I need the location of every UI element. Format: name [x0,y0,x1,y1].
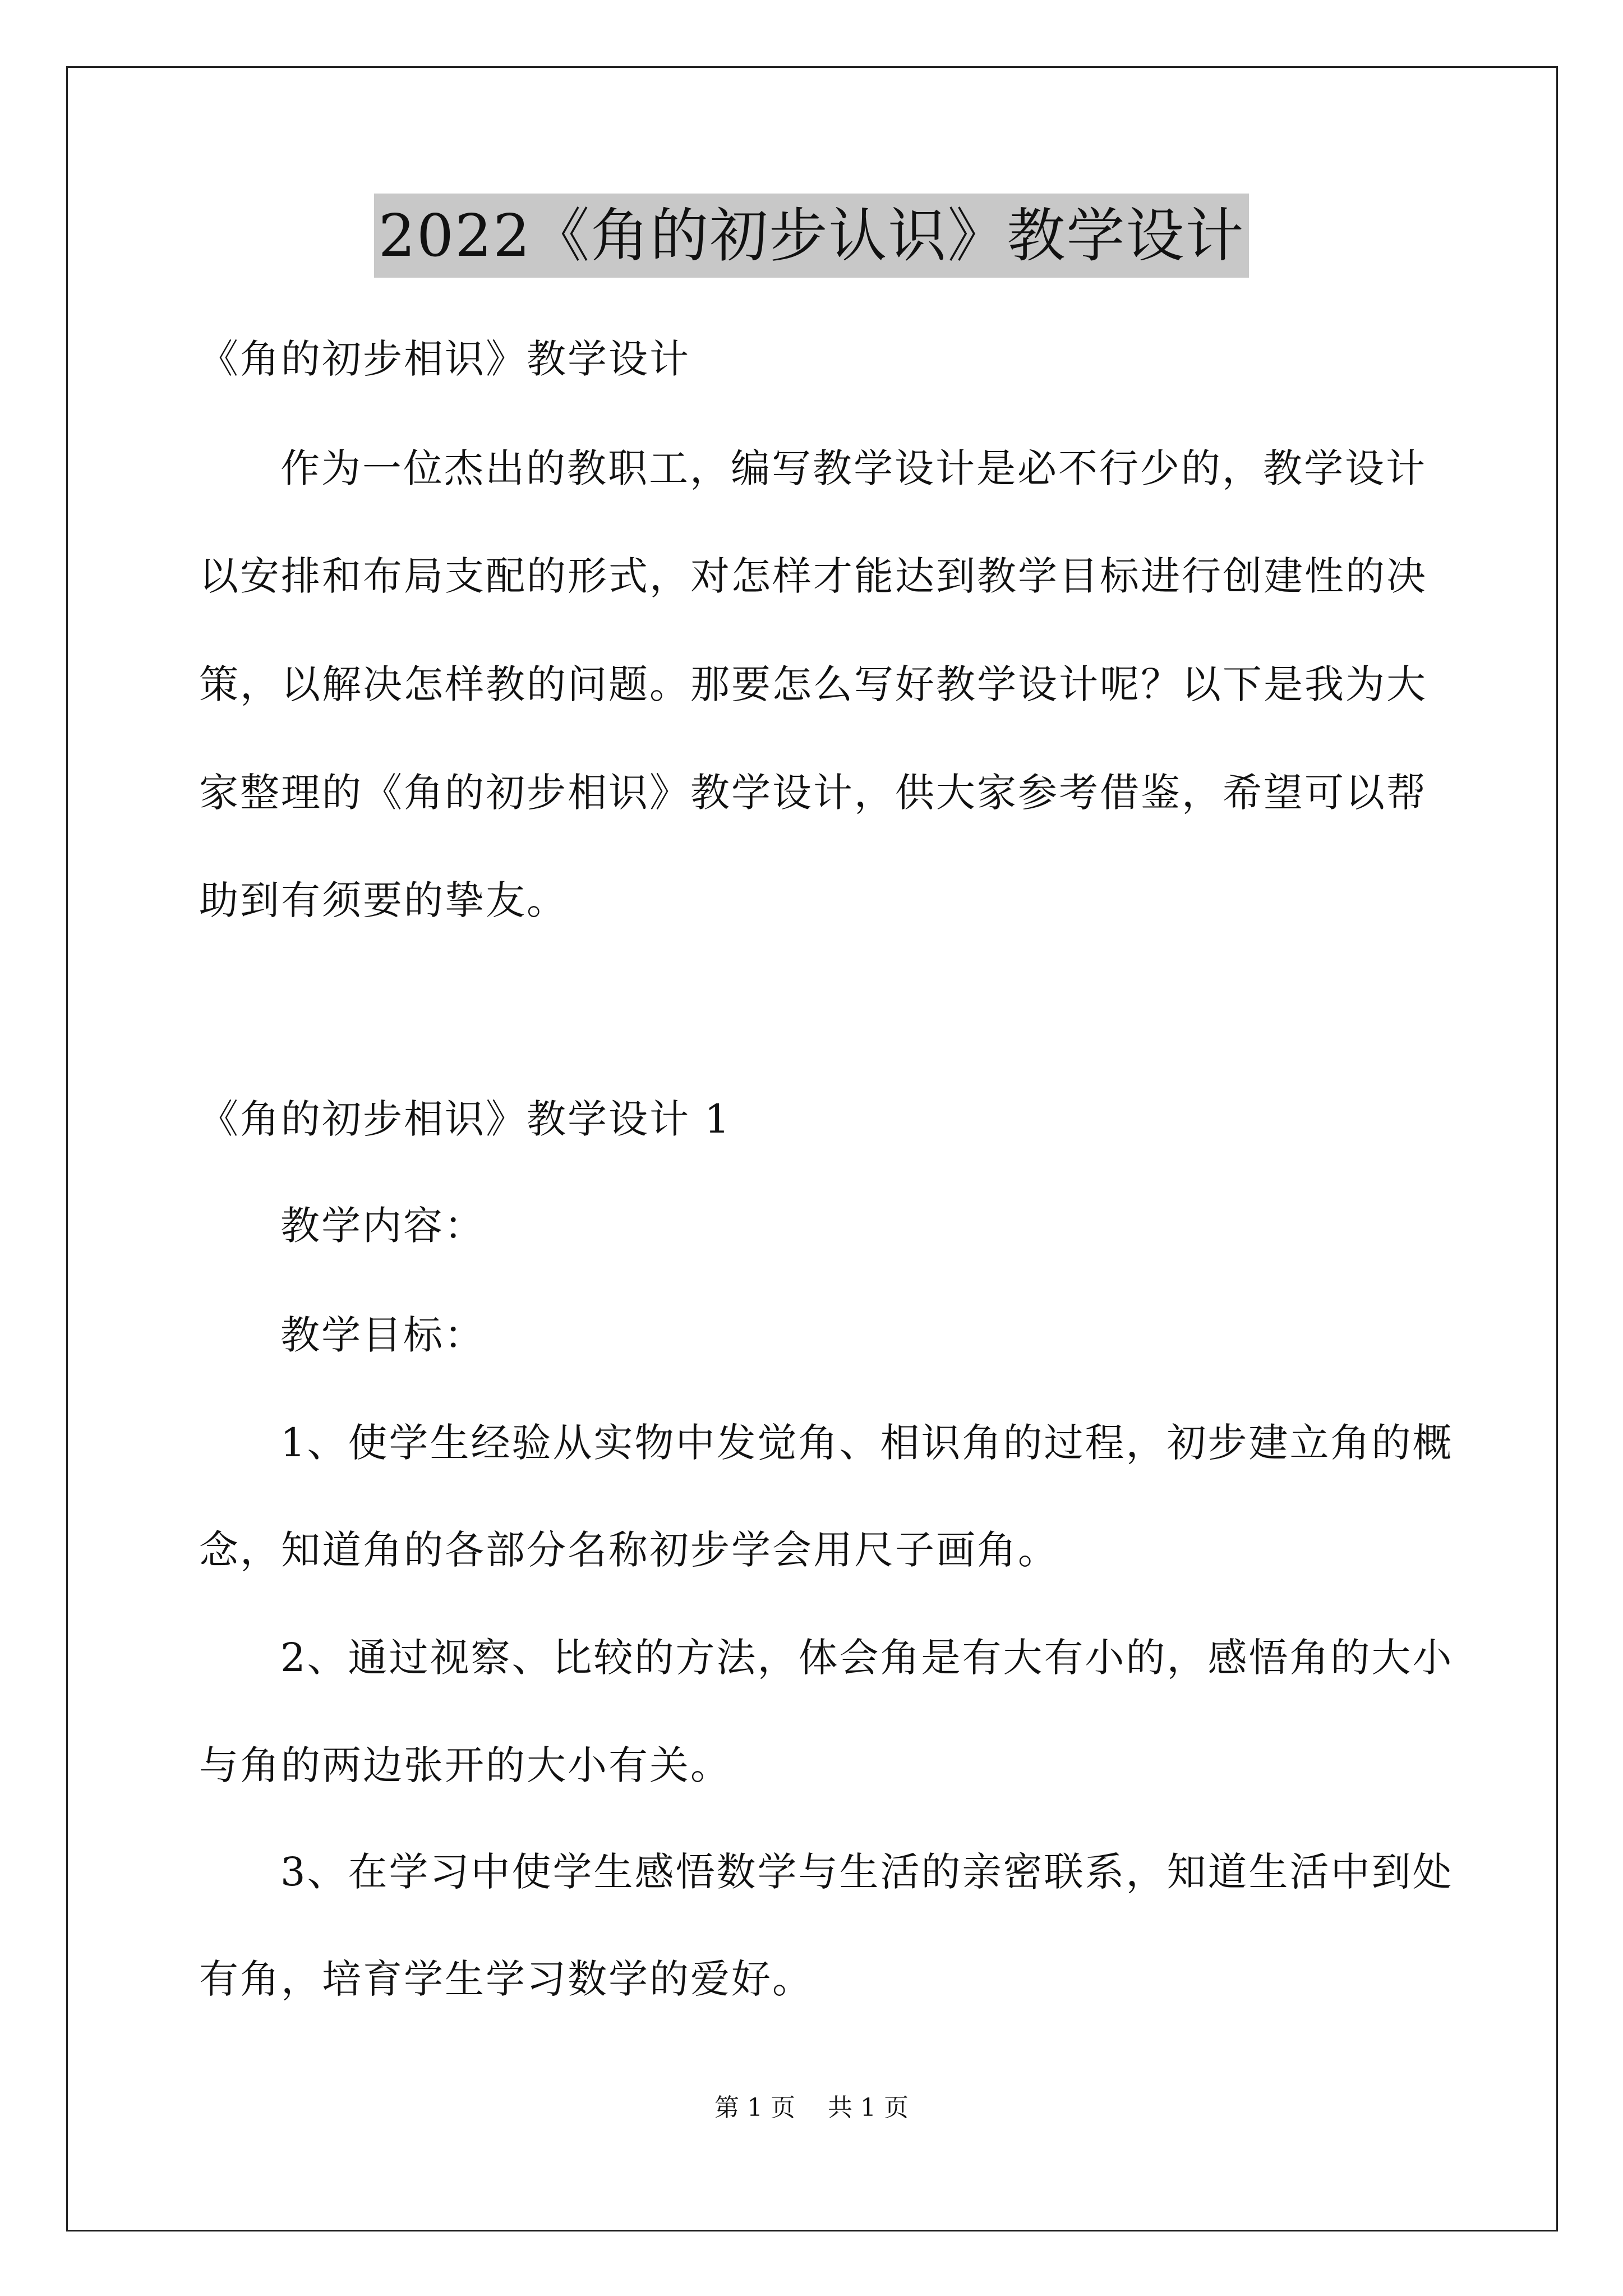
goal-2-line-2: 与角的两边张开的大小有关。 [199,1742,731,1788]
goal-1-line-2: 念，知道角的各部分名称初步学会用尺子画角。 [199,1527,1059,1573]
teaching-goals-label: 教学目标： [280,1312,485,1358]
intro-line-4: 家整理的《角的初步相识》教学设计，供大家参考借鉴，希望可以帮 [199,770,1427,816]
intro-line-2: 以安排和布局支配的形式，对怎样才能达到教学目标进行创建性的决 [199,553,1427,599]
document-title-block [0,194,1623,278]
section-heading-1: 《角的初步相识》教学设计 1 [199,1096,731,1142]
page-number-total: 共 1 页 [828,2093,909,2122]
page-border [66,66,1558,2231]
intro-line-3: 策，以解决怎样教的问题。那要怎么写好教学设计呢？以下是我为大 [199,661,1427,707]
page-footer [0,2091,1623,2125]
goal-1-line-1: 1、使学生经验从实物中发觉角、相识角的过程，初步建立角的概 [280,1420,1454,1466]
intro-line-1: 作为一位杰出的教职工，编写教学设计是必不行少的，教学设计 [280,445,1427,491]
document-title: 2022《角的初步认识》教学设计 [374,194,1249,278]
goal-3-line-1: 3、在学习中使学生感悟数学与生活的亲密联系，知道生活中到处 [280,1849,1454,1895]
goal-2-line-1: 2、通过视察、比较的方法，体会角是有大有小的，感悟角的大小 [280,1635,1454,1681]
subtitle-line: 《角的初步相识》教学设计 [199,336,690,382]
teaching-content-label: 教学内容： [280,1203,485,1249]
page-number-current: 第 1 页 [714,2093,795,2122]
goal-3-line-2: 有角，培育学生学习数学的爱好。 [199,1956,813,2002]
intro-line-5: 助到有须要的挚友。 [199,877,568,923]
